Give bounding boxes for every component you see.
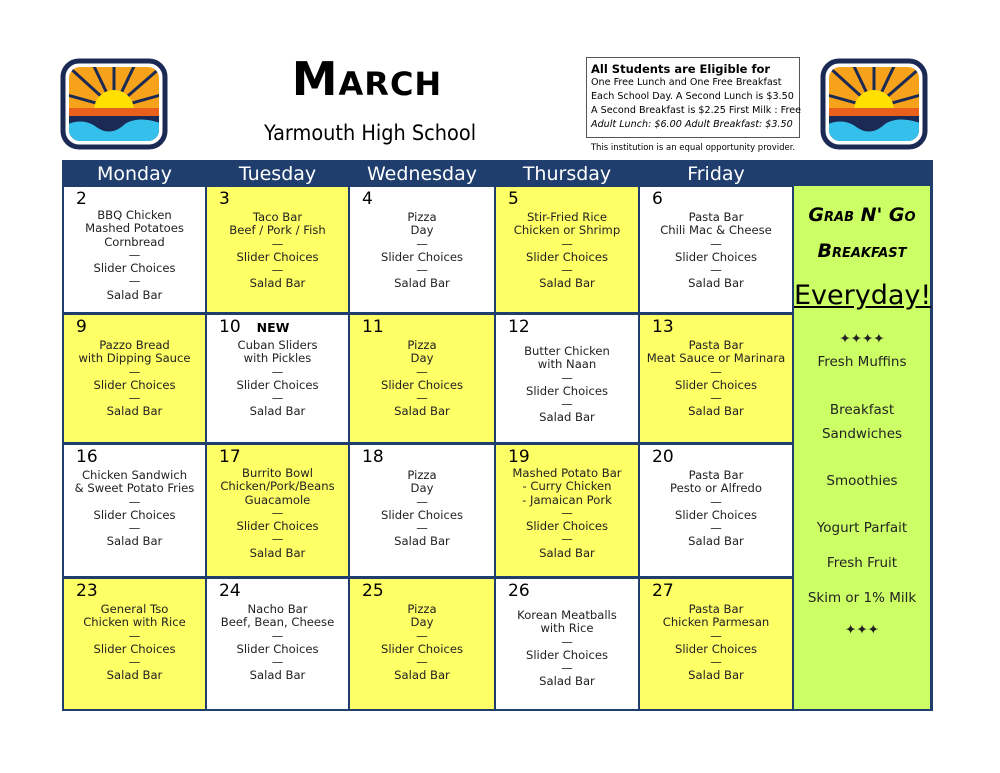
day-cell bbox=[64, 315, 205, 442]
menu-line: Salad Bar bbox=[106, 404, 163, 419]
menu-line: Day bbox=[410, 481, 434, 496]
day-number: 18 bbox=[362, 447, 384, 467]
menu-line: Pasta Bar bbox=[688, 602, 744, 616]
separator: — bbox=[416, 236, 428, 251]
menu-line: Chicken Sandwich bbox=[81, 468, 188, 482]
separator: — bbox=[710, 236, 722, 251]
breakfast-item: Breakfast bbox=[829, 402, 895, 418]
separator: — bbox=[416, 628, 428, 643]
menu-line: Salad Bar bbox=[249, 276, 306, 291]
day-number: 3 bbox=[219, 189, 230, 209]
day-number: 12 bbox=[508, 317, 530, 337]
menu-line: Day bbox=[410, 351, 434, 366]
menu-line: Salad Bar bbox=[688, 668, 744, 683]
separator: — bbox=[128, 494, 141, 509]
menu-line: Nacho Bar bbox=[247, 602, 308, 616]
day-cell bbox=[207, 579, 348, 709]
menu-line: Pizza bbox=[407, 210, 437, 224]
separator: — bbox=[561, 263, 573, 278]
separator: — bbox=[128, 391, 141, 406]
menu-line: Chicken or Shrimp bbox=[513, 223, 621, 238]
menu-line: Korean Meatballs bbox=[517, 608, 617, 622]
separator: — bbox=[710, 628, 722, 643]
menu-line: Slider Choices bbox=[674, 249, 758, 264]
menu-line: Slider Choices bbox=[525, 647, 609, 662]
breakfast-item: Smoothies bbox=[826, 473, 898, 489]
separator: — bbox=[271, 628, 284, 643]
separator: — bbox=[710, 521, 722, 536]
menu-line: Pizza bbox=[407, 468, 437, 482]
menu-line: Pasta Bar bbox=[688, 468, 744, 482]
breakfast-item: Sandwiches bbox=[821, 426, 903, 442]
separator: — bbox=[710, 364, 722, 379]
day-cell bbox=[350, 315, 494, 442]
menu-line: Slider Choices bbox=[380, 249, 464, 264]
menu-line: Salad Bar bbox=[539, 276, 595, 291]
separator: — bbox=[561, 236, 573, 251]
menu-line: Meat Sauce or Marinara bbox=[646, 351, 786, 366]
equal-opportunity-note: This institution is an equal opportunity provider. bbox=[590, 143, 796, 153]
separator: — bbox=[128, 521, 141, 536]
menu-line: Pasta Bar bbox=[688, 210, 744, 224]
separator: — bbox=[710, 391, 722, 406]
day-number: 9 bbox=[76, 317, 87, 337]
menu-line: Slider Choices bbox=[93, 377, 176, 392]
menu-line: Slider Choices bbox=[236, 519, 319, 534]
menu-line: General Tso bbox=[100, 602, 169, 616]
menu-line: BBQ Chicken bbox=[97, 208, 172, 222]
menu-line: Cuban Sliders bbox=[237, 338, 318, 352]
menu-line: & Sweet Potato Fries bbox=[74, 481, 195, 496]
breakfast-item: Skim or 1% Milk bbox=[807, 590, 917, 606]
separator: — bbox=[416, 364, 428, 379]
menu-line: Butter Chicken bbox=[524, 344, 610, 358]
menu-line: Salad Bar bbox=[394, 668, 450, 683]
sunset-logo-icon bbox=[820, 58, 928, 150]
day-number bbox=[219, 317, 289, 338]
stars-decoration: ✦✦✦✦ bbox=[839, 331, 885, 347]
separator: — bbox=[561, 634, 573, 649]
menu-line: Salad Bar bbox=[106, 668, 163, 683]
menu-line: Slider Choices bbox=[93, 641, 176, 656]
menu-line: Salad Bar bbox=[106, 287, 163, 302]
day-cell bbox=[207, 315, 348, 442]
separator: — bbox=[561, 532, 573, 547]
adult-prices: Adult Lunch: $6.00 Adult Breakfast: $3.50 bbox=[591, 119, 793, 130]
day-number: 6 bbox=[652, 189, 663, 209]
day-number: 25 bbox=[362, 581, 384, 601]
menu-line: Salad Bar bbox=[539, 410, 595, 425]
breakfast-item: Yogurt Parfait bbox=[816, 520, 908, 536]
day-number: 2 bbox=[76, 189, 87, 209]
day-number: 11 bbox=[362, 317, 384, 337]
separator: — bbox=[561, 397, 573, 412]
separator: — bbox=[416, 391, 428, 406]
menu-line: Beef / Pork / Fish bbox=[229, 223, 326, 238]
day-number: 5 bbox=[508, 189, 519, 209]
school-name: Yarmouth High School bbox=[263, 121, 477, 145]
day-number: 4 bbox=[362, 189, 373, 209]
separator: — bbox=[561, 505, 573, 520]
menu-line: Slider Choices bbox=[236, 641, 319, 656]
menu-line: Guacamole bbox=[244, 492, 311, 507]
day-header: Wednesday bbox=[366, 163, 477, 185]
menu-line: Chili Mac & Cheese bbox=[660, 223, 772, 238]
menu-line: Salad Bar bbox=[106, 534, 163, 549]
day-cell bbox=[350, 579, 494, 709]
menu-line: Salad Bar bbox=[394, 276, 450, 291]
separator: — bbox=[271, 532, 284, 547]
separator: — bbox=[271, 505, 284, 520]
menu-line: Day bbox=[410, 223, 434, 238]
separator: — bbox=[128, 274, 141, 289]
menu-line: Slider Choices bbox=[525, 519, 609, 534]
eligibility-line: A Second Breakfast is $2.25 First Milk : Free bbox=[591, 105, 802, 116]
day-number: 26 bbox=[508, 581, 530, 601]
menu-line: Salad Bar bbox=[539, 545, 595, 560]
menu-line: Salad Bar bbox=[249, 545, 306, 560]
day-number: 24 bbox=[219, 581, 241, 601]
day-cell bbox=[640, 445, 792, 576]
menu-line: with Rice bbox=[540, 621, 594, 636]
menu-line: Stir-Fried Rice bbox=[526, 210, 608, 224]
day-number: 19 bbox=[508, 447, 530, 467]
day-number-text: 10 bbox=[219, 317, 241, 337]
menu-line: with Naan bbox=[537, 357, 597, 372]
breakfast-item: Fresh Fruit bbox=[826, 555, 898, 571]
menu-line: Pesto or Alfredo bbox=[670, 481, 762, 496]
menu-line: Chicken with Rice bbox=[83, 615, 186, 630]
day-header: Thursday bbox=[522, 163, 612, 185]
day-cell bbox=[496, 445, 638, 576]
menu-line: Slider Choices bbox=[674, 377, 758, 392]
day-cell bbox=[207, 445, 348, 576]
stars-decoration: ✦✦✦ bbox=[845, 622, 879, 638]
menu-line: Slider Choices bbox=[525, 249, 609, 264]
separator: — bbox=[271, 364, 284, 379]
menu-line: - Jamaican Pork bbox=[522, 492, 612, 507]
sidebar-title: Grab N' Go bbox=[808, 204, 916, 226]
menu-line: Pizza bbox=[407, 338, 437, 352]
menu-line: Burrito Bowl bbox=[242, 466, 313, 480]
menu-line: Slider Choices bbox=[380, 507, 464, 522]
separator: — bbox=[710, 494, 722, 509]
menu-line: Chicken Parmesan bbox=[662, 615, 770, 630]
day-number: 13 bbox=[652, 317, 674, 337]
menu-line: Slider Choices bbox=[380, 641, 464, 656]
eligibility-line: Each School Day. A Second Lunch is $3.50 bbox=[591, 91, 794, 102]
separator: — bbox=[271, 236, 284, 251]
separator: — bbox=[128, 655, 141, 670]
day-header: Friday bbox=[687, 163, 745, 185]
separator: — bbox=[416, 521, 428, 536]
day-cell bbox=[496, 315, 638, 442]
menu-line: Cornbread bbox=[104, 234, 165, 249]
eligibility-heading: All Students are Eligible for bbox=[591, 62, 771, 76]
menu-line: Salad Bar bbox=[688, 534, 744, 549]
eligibility-line: One Free Lunch and One Free Breakfast bbox=[591, 77, 782, 88]
sidebar-everyday: Everyday! bbox=[794, 280, 932, 311]
eligibility-box bbox=[586, 57, 800, 138]
menu-line: Slider Choices bbox=[93, 507, 176, 522]
separator: — bbox=[710, 263, 722, 278]
day-header: Monday bbox=[96, 163, 172, 185]
menu-line: Pasta Bar bbox=[688, 338, 744, 352]
day-cell bbox=[64, 445, 205, 576]
menu-line: Slider Choices bbox=[674, 641, 758, 656]
menu-line: with Dipping Sauce bbox=[78, 351, 191, 366]
separator: — bbox=[271, 391, 284, 406]
day-cell bbox=[350, 445, 494, 576]
day-number: 23 bbox=[76, 581, 98, 601]
menu-line: Salad Bar bbox=[688, 276, 744, 291]
separator: — bbox=[561, 370, 573, 385]
day-cell bbox=[64, 579, 205, 709]
menu-line: Slider Choices bbox=[525, 383, 609, 398]
menu-line: Slider Choices bbox=[93, 261, 176, 276]
menu-line: Salad Bar bbox=[249, 404, 306, 419]
sidebar-title: Breakfast bbox=[817, 240, 907, 262]
day-number: 27 bbox=[652, 581, 674, 601]
new-badge: NEW bbox=[256, 320, 290, 335]
separator: — bbox=[271, 655, 284, 670]
day-number: 20 bbox=[652, 447, 674, 467]
day-number: 16 bbox=[76, 447, 98, 467]
menu-line: Taco Bar bbox=[252, 210, 303, 224]
day-cell bbox=[640, 579, 792, 709]
menu-line: Mashed Potatoes bbox=[85, 221, 184, 236]
separator: — bbox=[271, 263, 284, 278]
menu-line: Pazzo Bread bbox=[99, 338, 170, 352]
menu-line: Chicken/Pork/Beans bbox=[220, 479, 335, 494]
separator: — bbox=[128, 247, 141, 262]
day-header: Tuesday bbox=[238, 163, 317, 185]
day-cell bbox=[64, 187, 205, 312]
day-cell bbox=[640, 315, 792, 442]
menu-line: Slider Choices bbox=[380, 377, 464, 392]
breakfast-sidebar bbox=[794, 186, 930, 709]
day-cell bbox=[350, 187, 494, 312]
breakfast-item: Fresh Muffins bbox=[817, 354, 907, 370]
menu-line: Mashed Potato Bar bbox=[512, 466, 622, 480]
separator: — bbox=[416, 655, 428, 670]
menu-line: Pizza bbox=[407, 602, 437, 616]
menu-line: Beef, Bean, Cheese bbox=[220, 615, 335, 630]
separator: — bbox=[416, 494, 428, 509]
separator: — bbox=[416, 263, 428, 278]
page-title: March bbox=[291, 52, 443, 106]
menu-line: Slider Choices bbox=[674, 507, 758, 522]
menu-line: - Curry Chicken bbox=[522, 479, 612, 494]
menu-line: Salad Bar bbox=[688, 404, 744, 419]
menu-line: Day bbox=[410, 615, 434, 630]
menu-line: with Pickles bbox=[243, 351, 312, 366]
separator: — bbox=[128, 628, 141, 643]
menu-line: Salad Bar bbox=[394, 534, 450, 549]
separator: — bbox=[561, 661, 573, 676]
sunset-logo-icon bbox=[60, 58, 168, 150]
day-cell bbox=[496, 187, 638, 312]
menu-line: Slider Choices bbox=[236, 377, 319, 392]
separator: — bbox=[128, 364, 141, 379]
day-cell bbox=[207, 187, 348, 312]
separator: — bbox=[710, 655, 722, 670]
menu-line: Salad Bar bbox=[539, 674, 595, 689]
day-cell bbox=[640, 187, 792, 312]
day-number: 17 bbox=[219, 447, 241, 467]
menu-line: Salad Bar bbox=[394, 404, 450, 419]
menu-line: Slider Choices bbox=[236, 249, 319, 264]
day-cell bbox=[496, 579, 638, 709]
menu-line: Salad Bar bbox=[249, 668, 306, 683]
